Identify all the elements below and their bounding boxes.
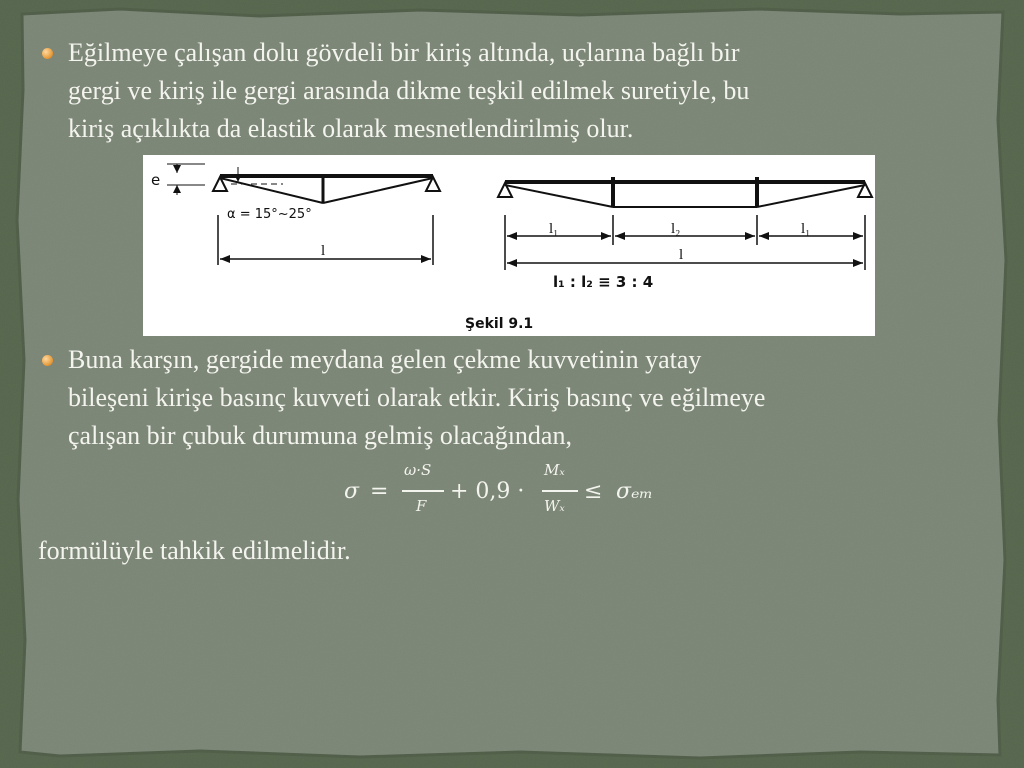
left-tie-a	[220, 178, 323, 203]
l-label: l	[321, 243, 326, 259]
formula-num2: Mₓ	[544, 461, 565, 479]
e-label: e	[151, 171, 161, 189]
right-tie-a	[505, 185, 613, 207]
left-tie-b	[323, 178, 433, 203]
truss-diagram	[143, 155, 875, 336]
bullet-icon	[42, 48, 53, 59]
formula-den1: F	[416, 497, 427, 515]
bullet-icon	[42, 355, 53, 366]
bullet-2	[68, 341, 968, 455]
formula-eq: =	[370, 479, 389, 504]
bullet-1-line-1: Eğilmeye çalışan dolu gövdeli bir kiriş altında, uçlarına bağlı bir	[68, 38, 740, 67]
formula-plus: + 0,9 ·	[450, 479, 525, 504]
formula-sigma: σ	[344, 479, 360, 504]
bullet-2-line-2: bileşeni kirişe basınç kuvveti olarak etkir. Kiriş basınç ve eğilmeye	[68, 383, 766, 412]
bullet-1	[68, 34, 968, 148]
formula-leq: ≤	[584, 479, 603, 504]
l1-label-left: l₁	[549, 221, 559, 237]
bullet-2-line-1: Buna karşın, gergide meydana gelen çekme kuvvetinin yatay	[68, 345, 702, 374]
formula-rhs: σₑₘ	[616, 479, 654, 504]
bullet-2-line-3: çalışan bir çubuk durumuna gelmiş olacağından,	[68, 421, 572, 450]
l-label-right: l	[679, 247, 684, 263]
l2-label: l₂	[671, 221, 681, 237]
alpha-label: α = 15°~25°	[227, 207, 312, 222]
right-tie-c	[757, 185, 865, 207]
bullet-1-line-3: kiriş açıklıkta da elastik olarak mesnetlendirilmiş olur.	[68, 114, 634, 143]
closing-text: formülüyle tahkik edilmelidir.	[38, 536, 351, 565]
ratio-label: l₁ : l₂ ≡ 3 : 4	[553, 273, 654, 291]
figure-caption: Şekil 9.1	[465, 316, 534, 332]
bullet-1-line-2: gergi ve kiriş ile gergi arasında dikme teşkil edilmek suretiyle, bu	[68, 76, 750, 105]
formula	[344, 461, 684, 525]
truss-figure	[143, 155, 875, 336]
formula-num1: ω·S	[404, 461, 432, 479]
formula-den2: Wₓ	[544, 497, 565, 515]
l1-label-right: l₁	[801, 221, 811, 237]
